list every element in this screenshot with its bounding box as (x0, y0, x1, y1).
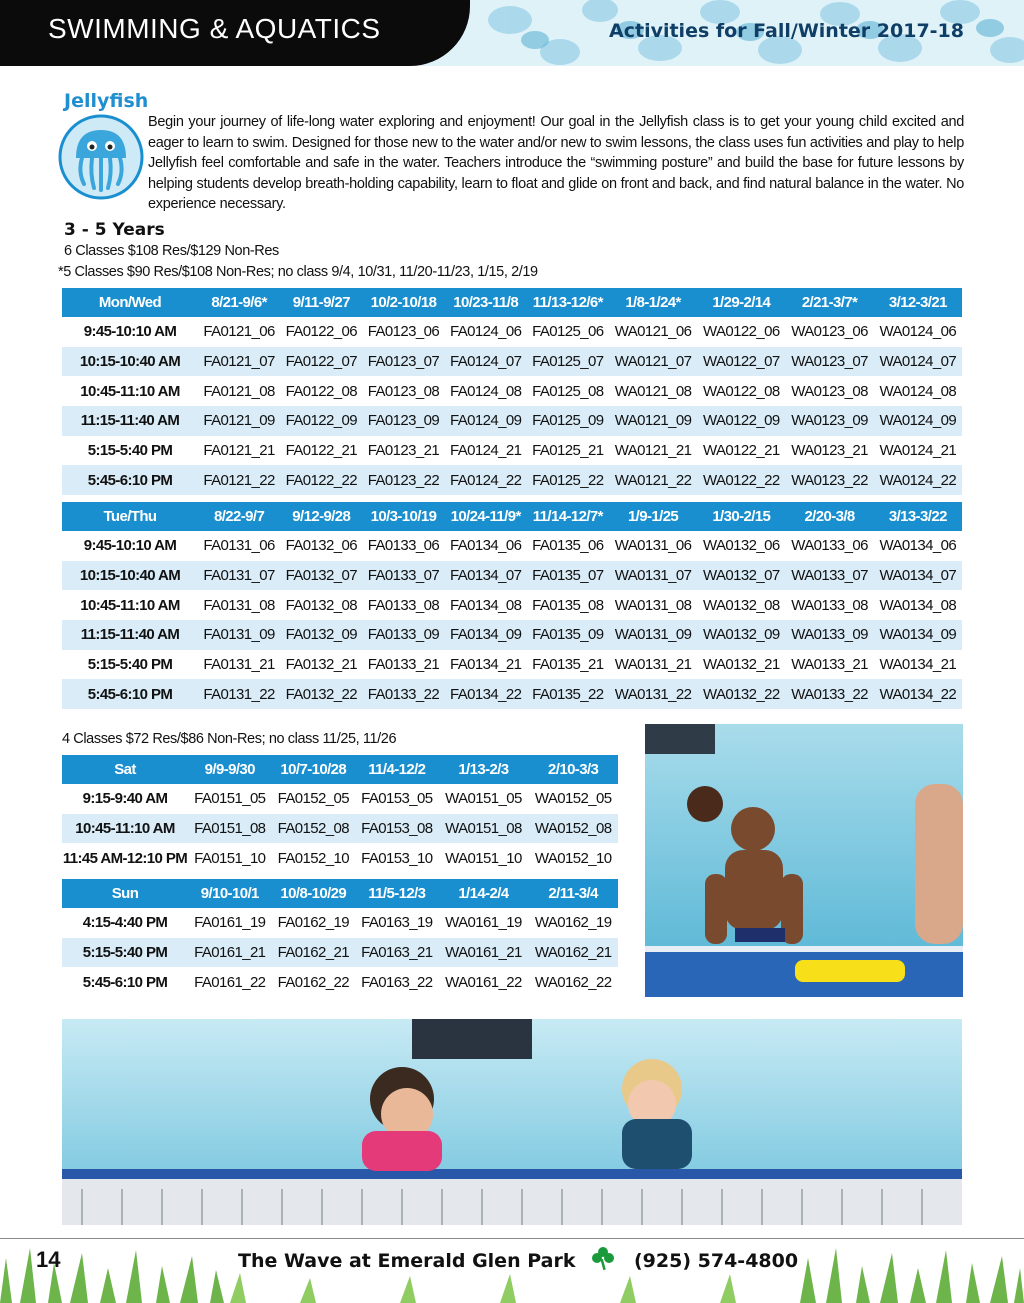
course-code: FA0125_22 (527, 465, 609, 495)
table-row (62, 620, 962, 650)
course-code: FA0122_22 (280, 465, 362, 495)
course-code: WA0123_06 (785, 317, 873, 347)
course-code: FA0124_08 (445, 376, 527, 406)
course-code: FA0131_07 (198, 561, 280, 591)
course-code: FA0161_21 (188, 938, 272, 968)
course-code: FA0153_05 (355, 784, 439, 814)
course-code: FA0163_21 (355, 938, 439, 968)
class-time: 11:15-11:40 AM (62, 620, 198, 650)
course-code: FA0133_07 (362, 561, 444, 591)
session-date-header: 3/12-3/21 (874, 288, 962, 317)
day-header: Sun (62, 879, 188, 908)
course-code: WA0133_07 (785, 561, 873, 591)
course-code: WA0151_08 (439, 814, 529, 844)
class-time: 10:15-10:40 AM (62, 561, 198, 591)
course-code: WA0132_06 (697, 531, 785, 561)
course-code: WA0131_07 (609, 561, 697, 591)
course-code: WA0124_22 (874, 465, 962, 495)
session-date-header: 2/10-3/3 (528, 755, 618, 784)
session-date-header: 10/7-10/28 (272, 755, 356, 784)
course-code: WA0124_09 (874, 406, 962, 436)
class-time: 5:15-5:40 PM (62, 650, 198, 680)
course-code: FA0122_21 (280, 436, 362, 466)
course-code: WA0123_09 (785, 406, 873, 436)
page-number: 14 (36, 1247, 61, 1272)
course-code: FA0123_07 (362, 347, 444, 377)
course-code: WA0151_05 (439, 784, 529, 814)
course-code: WA0122_06 (697, 317, 785, 347)
table-header-row (62, 502, 962, 531)
session-date-header: 1/14-2/4 (439, 879, 529, 908)
course-code: WA0133_22 (785, 679, 873, 709)
table-row (62, 465, 962, 495)
course-code: FA0132_22 (280, 679, 362, 709)
course-code: WA0132_21 (697, 650, 785, 680)
session-date-header: 10/23-11/8 (445, 288, 527, 317)
course-code: FA0124_06 (445, 317, 527, 347)
course-code: WA0151_10 (439, 843, 529, 873)
course-code: WA0152_10 (528, 843, 618, 873)
session-date-header: 9/9-9/30 (188, 755, 272, 784)
session-date-header: 11/4-12/2 (355, 755, 439, 784)
table-row (62, 347, 962, 377)
course-code: FA0161_19 (188, 908, 272, 938)
course-code: FA0133_22 (362, 679, 444, 709)
course-code: WA0122_22 (697, 465, 785, 495)
session-date-header: 2/11-3/4 (528, 879, 618, 908)
course-code: FA0122_08 (280, 376, 362, 406)
course-code: FA0123_09 (362, 406, 444, 436)
course-code: WA0121_07 (609, 347, 697, 377)
schedule-table-sat (62, 755, 618, 873)
session-date-header: 11/5-12/3 (355, 879, 439, 908)
course-code: FA0153_10 (355, 843, 439, 873)
class-time: 10:15-10:40 AM (62, 347, 198, 377)
course-code: WA0161_21 (439, 938, 529, 968)
day-header: Tue/Thu (62, 502, 198, 531)
course-code: FA0131_06 (198, 531, 280, 561)
course-code: WA0123_21 (785, 436, 873, 466)
course-code: WA0122_21 (697, 436, 785, 466)
session-date-header: 2/20-3/8 (785, 502, 873, 531)
table-row (62, 938, 618, 968)
session-date-header: 9/10-10/1 (188, 879, 272, 908)
course-code: WA0134_09 (874, 620, 962, 650)
course-code: FA0134_09 (445, 620, 527, 650)
course-code: WA0123_07 (785, 347, 873, 377)
course-code: FA0162_22 (272, 967, 356, 997)
course-code: FA0163_22 (355, 967, 439, 997)
course-code: FA0162_19 (272, 908, 356, 938)
course-code: FA0131_22 (198, 679, 280, 709)
schedule-table-monwed (62, 288, 962, 495)
table-row (62, 814, 618, 844)
course-code: WA0123_08 (785, 376, 873, 406)
shamrock-icon (590, 1245, 616, 1271)
course-code: FA0134_22 (445, 679, 527, 709)
course-code: FA0135_07 (527, 561, 609, 591)
session-date-header: 9/11-9/27 (280, 288, 362, 317)
course-code: FA0131_21 (198, 650, 280, 680)
course-code: FA0152_10 (272, 843, 356, 873)
table-header-row (62, 879, 618, 908)
course-code: WA0124_08 (874, 376, 962, 406)
footer-divider (0, 1238, 1024, 1239)
course-code: WA0133_21 (785, 650, 873, 680)
course-code: WA0161_22 (439, 967, 529, 997)
course-code: WA0134_21 (874, 650, 962, 680)
course-code: WA0162_21 (528, 938, 618, 968)
table-row (62, 967, 618, 997)
course-code: FA0161_22 (188, 967, 272, 997)
class-time: 4:15-4:40 PM (62, 908, 188, 938)
pricing-four-classes: 4 Classes $72 Res/$86 Non-Res; no class 11/25, 11/26 (62, 731, 397, 747)
course-code: WA0121_09 (609, 406, 697, 436)
table-header-row (62, 288, 962, 317)
course-code: FA0132_06 (280, 531, 362, 561)
season-title: Activities for Fall/Winter 2017-18 (609, 20, 964, 42)
table-row (62, 650, 962, 680)
course-code: FA0121_08 (198, 376, 280, 406)
session-date-header: 1/8-1/24* (609, 288, 697, 317)
phone-number: (925) 574-4800 (634, 1250, 799, 1272)
course-code: WA0124_21 (874, 436, 962, 466)
class-time: 5:45-6:10 PM (62, 465, 198, 495)
class-time: 9:45-10:10 AM (62, 531, 198, 561)
venue-name: The Wave at Emerald Glen Park (238, 1250, 576, 1272)
table-row (62, 908, 618, 938)
course-code: FA0124_22 (445, 465, 527, 495)
session-date-header: 1/9-1/25 (609, 502, 697, 531)
swimming-kids-photo (645, 724, 963, 997)
class-title: Jellyfish (64, 90, 149, 112)
session-date-header: 8/21-9/6* (198, 288, 280, 317)
course-code: FA0133_06 (362, 531, 444, 561)
course-code: FA0124_21 (445, 436, 527, 466)
table-row (62, 590, 962, 620)
course-code: WA0132_08 (697, 590, 785, 620)
course-code: FA0153_08 (355, 814, 439, 844)
class-time: 9:45-10:10 AM (62, 317, 198, 347)
course-code: FA0135_08 (527, 590, 609, 620)
course-code: FA0133_21 (362, 650, 444, 680)
course-code: FA0122_07 (280, 347, 362, 377)
class-time: 11:15-11:40 AM (62, 406, 198, 436)
class-time: 10:45-11:10 AM (62, 590, 198, 620)
table-row (62, 561, 962, 591)
course-code: FA0135_22 (527, 679, 609, 709)
course-code: WA0131_21 (609, 650, 697, 680)
course-code: WA0121_21 (609, 436, 697, 466)
class-time: 5:15-5:40 PM (62, 436, 198, 466)
course-code: FA0123_21 (362, 436, 444, 466)
course-code: WA0123_22 (785, 465, 873, 495)
course-code: FA0134_07 (445, 561, 527, 591)
course-code: FA0132_07 (280, 561, 362, 591)
course-code: WA0134_07 (874, 561, 962, 591)
course-code: FA0125_06 (527, 317, 609, 347)
course-code: FA0163_19 (355, 908, 439, 938)
course-code: FA0121_07 (198, 347, 280, 377)
course-code: FA0124_09 (445, 406, 527, 436)
schedule-table-sun (62, 879, 618, 997)
age-group: 3 - 5 Years (64, 220, 165, 240)
class-time: 5:45-6:10 PM (62, 679, 198, 709)
course-code: WA0132_09 (697, 620, 785, 650)
table-row (62, 376, 962, 406)
course-code: FA0121_09 (198, 406, 280, 436)
course-code: WA0162_22 (528, 967, 618, 997)
course-code: FA0152_08 (272, 814, 356, 844)
session-date-header: 11/14-12/7* (527, 502, 609, 531)
course-code: FA0152_05 (272, 784, 356, 814)
session-date-header: 8/22-9/7 (198, 502, 280, 531)
table-header-row (62, 755, 618, 784)
session-date-header: 1/30-2/15 (697, 502, 785, 531)
course-code: WA0152_05 (528, 784, 618, 814)
course-code: FA0134_21 (445, 650, 527, 680)
table-row (62, 436, 962, 466)
course-code: FA0123_08 (362, 376, 444, 406)
course-code: WA0161_19 (439, 908, 529, 938)
session-date-header: 1/13-2/3 (439, 755, 529, 784)
course-code: FA0135_21 (527, 650, 609, 680)
course-code: FA0151_05 (188, 784, 272, 814)
course-code: FA0132_21 (280, 650, 362, 680)
course-code: FA0124_07 (445, 347, 527, 377)
course-code: WA0122_09 (697, 406, 785, 436)
course-code: WA0133_09 (785, 620, 873, 650)
course-code: WA0124_07 (874, 347, 962, 377)
table-row (62, 679, 962, 709)
course-code: FA0122_09 (280, 406, 362, 436)
section-title: SWIMMING & AQUATICS (48, 13, 381, 44)
session-date-header: 11/13-12/6* (527, 288, 609, 317)
course-code: FA0132_09 (280, 620, 362, 650)
session-date-header: 1/29-2/14 (697, 288, 785, 317)
course-code: FA0151_08 (188, 814, 272, 844)
course-code: WA0124_06 (874, 317, 962, 347)
course-code: FA0131_09 (198, 620, 280, 650)
course-code: FA0121_06 (198, 317, 280, 347)
course-code: FA0123_06 (362, 317, 444, 347)
toddlers-pool-photo (62, 1019, 962, 1225)
session-date-header: 10/2-10/18 (362, 288, 444, 317)
course-code: WA0121_08 (609, 376, 697, 406)
table-row (62, 317, 962, 347)
course-code: FA0133_08 (362, 590, 444, 620)
course-code: FA0121_21 (198, 436, 280, 466)
session-date-header: 9/12-9/28 (280, 502, 362, 531)
class-description: Begin your journey of life-long water exploring and enjoyment! Our goal in the Jellyfish class is to get your young child excited and eager to learn to swim. Designed for those new to the water and/or new to swim lessons, the class uses fun activities and play to help Jellyfish feel comfortable and safe in the water. Teachers introduce the “swimming posture” and build the base for future lessons by helping students develop breath-holding capability, learn to float and glide on front and back, and find natural balance in the water. No experience necessary. (148, 114, 964, 212)
day-header: Mon/Wed (62, 288, 198, 317)
course-code: FA0134_08 (445, 590, 527, 620)
session-date-header: 10/8-10/29 (272, 879, 356, 908)
course-code: WA0131_06 (609, 531, 697, 561)
course-code: FA0151_10 (188, 843, 272, 873)
table-row (62, 843, 618, 873)
course-code: FA0131_08 (198, 590, 280, 620)
course-code: FA0125_09 (527, 406, 609, 436)
course-code: WA0132_22 (697, 679, 785, 709)
pricing-six-classes: 6 Classes $108 Res/$129 Non-Res (64, 243, 279, 259)
session-date-header: 10/3-10/19 (362, 502, 444, 531)
course-code: WA0133_06 (785, 531, 873, 561)
course-code: FA0122_06 (280, 317, 362, 347)
session-date-header: 10/24-11/9* (445, 502, 527, 531)
course-code: WA0134_22 (874, 679, 962, 709)
session-date-header: 3/13-3/22 (874, 502, 962, 531)
course-code: FA0125_07 (527, 347, 609, 377)
jellyfish-icon (58, 114, 144, 200)
course-code: WA0122_07 (697, 347, 785, 377)
course-code: WA0134_06 (874, 531, 962, 561)
pricing-five-classes: *5 Classes $90 Res/$108 Non-Res; no class 9/4, 10/31, 11/20-11/23, 1/15, 2/19 (58, 264, 538, 280)
page-header (0, 0, 1024, 66)
course-code: WA0162_19 (528, 908, 618, 938)
course-code: WA0134_08 (874, 590, 962, 620)
course-code: WA0131_09 (609, 620, 697, 650)
class-time: 11:45 AM-12:10 PM (62, 843, 188, 873)
course-code: FA0132_08 (280, 590, 362, 620)
class-time: 9:15-9:40 AM (62, 784, 188, 814)
course-code: FA0121_22 (198, 465, 280, 495)
session-date-header: 2/21-3/7* (785, 288, 873, 317)
class-time: 5:45-6:10 PM (62, 967, 188, 997)
class-time: 10:45-11:10 AM (62, 814, 188, 844)
day-header: Sat (62, 755, 188, 784)
table-row (62, 531, 962, 561)
course-code: WA0132_07 (697, 561, 785, 591)
course-code: WA0152_08 (528, 814, 618, 844)
course-code: WA0121_22 (609, 465, 697, 495)
course-code: FA0125_08 (527, 376, 609, 406)
course-code: FA0125_21 (527, 436, 609, 466)
course-code: WA0122_08 (697, 376, 785, 406)
course-code: FA0123_22 (362, 465, 444, 495)
course-code: FA0133_09 (362, 620, 444, 650)
schedule-table-tuethu (62, 502, 962, 709)
course-code: WA0131_08 (609, 590, 697, 620)
course-code: WA0133_08 (785, 590, 873, 620)
course-code: WA0131_22 (609, 679, 697, 709)
course-code: WA0121_06 (609, 317, 697, 347)
course-code: FA0135_06 (527, 531, 609, 561)
class-time: 5:15-5:40 PM (62, 938, 188, 968)
class-time: 10:45-11:10 AM (62, 376, 198, 406)
course-code: FA0162_21 (272, 938, 356, 968)
table-row (62, 406, 962, 436)
table-row (62, 784, 618, 814)
course-code: FA0135_09 (527, 620, 609, 650)
course-code: FA0134_06 (445, 531, 527, 561)
